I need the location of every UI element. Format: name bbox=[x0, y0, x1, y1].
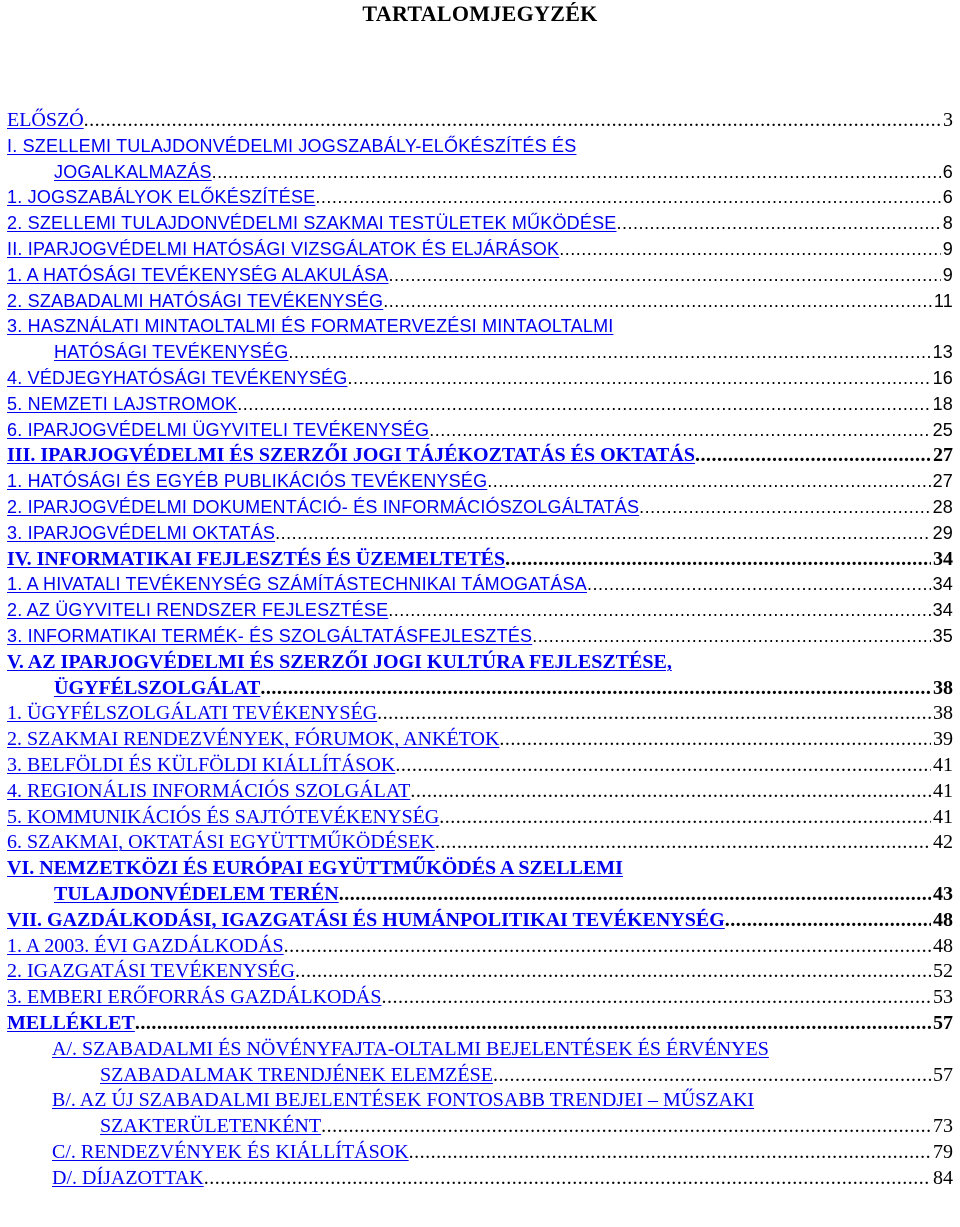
page-number: 18 bbox=[932, 393, 953, 414]
dot-leader bbox=[288, 339, 930, 365]
toc-entry-title[interactable]: B/. AZ ÚJ SZABADALMI BEJELENTÉSEK FONTOSABB TRENDJEI – MŰSZAKI bbox=[52, 1089, 755, 1112]
page-number: 84 bbox=[933, 1166, 953, 1189]
dot-leader bbox=[321, 1113, 931, 1139]
page-number: 41 bbox=[933, 805, 953, 828]
toc-entry-title[interactable]: 2. SZABADALMI HATÓSÁGI TEVÉKENYSÉG bbox=[7, 290, 384, 311]
toc-entry-title[interactable]: V. AZ IPARJOGVÉDELMI ÉS SZERZŐI JOGI KULTÚRA FEJLESZTÉSE, bbox=[7, 650, 672, 673]
toc-entry[interactable] bbox=[0, 494, 960, 520]
page-number: 43 bbox=[933, 882, 953, 905]
dot-leader bbox=[84, 107, 941, 133]
toc-entry-title[interactable]: 2. AZ ÜGYVITELI RENDSZER FEJLESZTÉSE bbox=[7, 600, 389, 621]
dot-leader bbox=[725, 907, 931, 933]
toc-entry-title[interactable]: 1. A HATÓSÁGI TEVÉKENYSÉG ALAKULÁSA bbox=[7, 264, 389, 285]
toc-entry[interactable] bbox=[0, 649, 960, 701]
page-number: 57 bbox=[933, 1063, 953, 1086]
toc-entry-title[interactable]: 5. KOMMUNIKÁCIÓS ÉS SAJTÓTEVÉKENYSÉG bbox=[7, 805, 440, 828]
page-number: 13 bbox=[932, 342, 953, 363]
page-number: 34 bbox=[933, 547, 953, 570]
toc-entry-title[interactable]: 3. EMBERI ERŐFORRÁS GAZDÁLKODÁS bbox=[7, 986, 382, 1009]
toc-entry[interactable] bbox=[0, 829, 960, 855]
page-number: 3 bbox=[943, 109, 953, 131]
toc-entry[interactable] bbox=[0, 210, 960, 236]
dot-leader bbox=[275, 520, 931, 546]
toc-entry[interactable] bbox=[0, 1010, 960, 1036]
toc-entry-title[interactable]: ELŐSZÓ bbox=[7, 109, 84, 131]
dot-leader bbox=[389, 262, 941, 288]
toc-entry-title[interactable]: 1. JOGSZABÁLYOK ELŐKÉSZÍTÉSE bbox=[7, 187, 316, 208]
dot-leader bbox=[284, 933, 931, 959]
toc-entry[interactable] bbox=[0, 571, 960, 597]
page-number: 6 bbox=[942, 161, 953, 182]
toc-entry-title[interactable]: SZABADALMAK TRENDJÉNEK ELEMZÉSE bbox=[100, 1063, 493, 1086]
toc-entry-title[interactable]: 3. IPARJOGVÉDELMI OKTATÁS bbox=[7, 522, 276, 543]
toc-entry[interactable] bbox=[0, 184, 960, 210]
toc-entry-title[interactable]: 2. IGAZGATÁSI TEVÉKENYSÉG bbox=[7, 960, 295, 983]
toc-entry[interactable] bbox=[0, 1036, 960, 1088]
dot-leader bbox=[639, 494, 930, 520]
toc-entry[interactable] bbox=[0, 907, 960, 933]
dot-leader bbox=[695, 442, 931, 468]
toc-entry-title[interactable]: IV. INFORMATIKAI FEJLESZTÉS ÉS ÜZEMELTETÉS bbox=[7, 547, 506, 570]
toc-entry-title[interactable]: SZAKTERÜLETENKÉNT bbox=[100, 1115, 322, 1138]
page-number: 16 bbox=[932, 368, 953, 388]
page-number: 11 bbox=[933, 290, 953, 311]
page-number: 34 bbox=[932, 600, 953, 621]
toc-entry-title[interactable]: 3. HASZNÁLATI MINTAOLTALMI ÉS FORMATERVEZÉSI MINTAOLTALMI bbox=[7, 316, 614, 337]
toc-entry[interactable] bbox=[0, 546, 960, 572]
page-number: 48 bbox=[933, 934, 953, 957]
toc-entry[interactable] bbox=[0, 804, 960, 830]
dot-leader bbox=[383, 288, 932, 314]
toc-entry[interactable] bbox=[0, 623, 960, 649]
toc-entry[interactable] bbox=[0, 597, 960, 623]
toc-entry-title[interactable]: 6. SZAKMAI, OKTATÁSI EGYÜTTMŰKÖDÉSEK bbox=[7, 831, 435, 854]
toc-entry-title[interactable]: II. IPARJOGVÉDELMI HATÓSÁGI VIZSGÁLATOK ÉS ELJÁRÁSOK bbox=[7, 239, 560, 259]
page-number: 25 bbox=[932, 419, 953, 440]
dot-leader bbox=[260, 675, 931, 701]
toc-entry-title[interactable]: 1. A 2003. ÉVI GAZDÁLKODÁS bbox=[7, 934, 284, 957]
toc-entry-title[interactable]: 3. BELFÖLDI ÉS KÜLFÖLDI KIÁLLÍTÁSOK bbox=[7, 754, 396, 776]
toc-entry[interactable] bbox=[0, 984, 960, 1010]
page-number: 27 bbox=[932, 471, 953, 492]
dot-leader bbox=[315, 184, 940, 210]
toc-entry[interactable] bbox=[0, 933, 960, 959]
toc-entry[interactable] bbox=[0, 313, 960, 365]
dot-leader bbox=[409, 1139, 931, 1165]
page-number: 41 bbox=[933, 754, 953, 776]
toc-entry-title[interactable]: 4. VÉDJEGYHATÓSÁGI TEVÉKENYSÉG bbox=[7, 368, 348, 388]
toc-entry[interactable] bbox=[0, 468, 960, 494]
dot-leader bbox=[395, 752, 931, 778]
toc-entry[interactable] bbox=[0, 778, 960, 804]
toc-entry[interactable] bbox=[0, 133, 960, 185]
toc-entry-title[interactable]: HATÓSÁGI TEVÉKENYSÉG bbox=[54, 342, 289, 363]
toc-entry[interactable] bbox=[0, 855, 960, 907]
page-number: 27 bbox=[933, 444, 953, 467]
dot-leader bbox=[347, 365, 930, 391]
toc-entry-title[interactable]: 1. A HIVATALI TEVÉKENYSÉG SZÁMÍTÁSTECHNIKAI TÁMOGATÁSA bbox=[7, 574, 587, 595]
toc-entry-title[interactable]: 3. INFORMATIKAI TERMÉK- ÉS SZOLGÁLTATÁSFEJLESZTÉS bbox=[7, 626, 533, 646]
toc-entry[interactable] bbox=[0, 958, 960, 984]
dot-leader bbox=[439, 804, 931, 830]
dot-leader bbox=[381, 984, 931, 1010]
toc-entry-title[interactable]: 5. NEMZETI LAJSTROMOK bbox=[7, 393, 238, 414]
toc-entry-title[interactable]: 1. ÜGYFÉLSZOLGÁLATI TEVÉKENYSÉG bbox=[7, 702, 378, 725]
toc-entry-title[interactable]: ÜGYFÉLSZOLGÁLAT bbox=[54, 676, 261, 699]
page-number: 79 bbox=[933, 1141, 953, 1163]
toc-entry[interactable] bbox=[0, 700, 960, 726]
toc-entry-title[interactable]: 4. REGIONÁLIS INFORMÁCIÓS SZOLGÁLAT bbox=[7, 779, 411, 802]
toc-entry[interactable] bbox=[0, 1165, 960, 1191]
dot-leader bbox=[487, 468, 930, 494]
page-number: 53 bbox=[933, 986, 953, 1009]
dot-leader bbox=[212, 159, 941, 185]
toc-entry[interactable] bbox=[0, 1139, 960, 1165]
page-number: 73 bbox=[933, 1115, 953, 1138]
toc-entry[interactable] bbox=[0, 752, 960, 778]
page-number: 42 bbox=[933, 831, 953, 854]
dot-leader bbox=[295, 958, 931, 984]
toc-entry-title[interactable]: III. IPARJOGVÉDELMI ÉS SZERZŐI JOGI TÁJÉKOZTATÁS ÉS OKTATÁS bbox=[7, 444, 695, 467]
toc-entry-title[interactable]: VII. GAZDÁLKODÁSI, IGAZGATÁSI ÉS HUMÁNPOLITIKAI TEVÉKENYSÉG bbox=[7, 908, 725, 931]
page-number: 8 bbox=[942, 213, 953, 234]
dot-leader bbox=[499, 726, 931, 752]
dot-leader bbox=[435, 829, 931, 855]
toc-entry-title[interactable]: 2. SZAKMAI RENDEZVÉNYEK, FÓRUMOK, ANKÉTOK bbox=[7, 728, 500, 751]
toc-entry-title[interactable]: 2. SZELLEMI TULAJDONVÉDELMI SZAKMAI TESTÜLETEK MŰKÖDÉSE bbox=[7, 213, 617, 234]
dot-leader bbox=[532, 623, 930, 649]
toc-entry-title[interactable]: D/. DÍJAZOTTAK bbox=[52, 1166, 204, 1189]
dot-leader bbox=[505, 546, 931, 572]
toc-entry-title[interactable]: C/. RENDEZVÉNYEK ÉS KIÁLLÍTÁSOK bbox=[52, 1141, 409, 1163]
page-number: 35 bbox=[932, 626, 953, 646]
dot-leader bbox=[135, 1010, 931, 1036]
toc-entry[interactable] bbox=[0, 442, 960, 468]
toc-entry[interactable] bbox=[0, 107, 960, 133]
page-number: 52 bbox=[933, 960, 953, 983]
page-title: TARTALOMJEGYZÉK bbox=[362, 1, 598, 26]
page-number: 6 bbox=[942, 187, 953, 208]
toc-entry[interactable] bbox=[0, 417, 960, 443]
toc-entry[interactable] bbox=[0, 726, 960, 752]
dot-leader bbox=[237, 391, 930, 417]
toc-entry-title[interactable]: 6. IPARJOGVÉDELMI ÜGYVITELI TEVÉKENYSÉG bbox=[7, 419, 430, 440]
page-number: 29 bbox=[932, 522, 953, 543]
dot-leader bbox=[204, 1165, 931, 1191]
dot-leader bbox=[339, 881, 931, 907]
toc-entry-title[interactable]: A/. SZABADALMI ÉS NÖVÉNYFAJTA-OLTALMI BEJELENTÉSEK ÉS ÉRVÉNYES bbox=[52, 1037, 769, 1060]
page-number: 48 bbox=[933, 908, 953, 931]
toc-entry[interactable] bbox=[0, 236, 960, 262]
dot-leader bbox=[388, 597, 930, 623]
dot-leader bbox=[616, 210, 940, 236]
toc-entry[interactable] bbox=[0, 1087, 960, 1139]
dot-leader bbox=[377, 700, 931, 726]
toc-entry-title[interactable]: I. SZELLEMI TULAJDONVÉDELMI JOGSZABÁLY-ELŐKÉSZÍTÉS ÉS bbox=[7, 135, 577, 156]
page-number: 57 bbox=[933, 1012, 953, 1034]
toc-entry-title[interactable]: 1. HATÓSÁGI ÉS EGYÉB PUBLIKÁCIÓS TEVÉKENYSÉG bbox=[7, 471, 488, 492]
toc-entry[interactable] bbox=[0, 288, 960, 314]
page-number: 28 bbox=[932, 497, 953, 517]
toc-entry-title[interactable]: VI. NEMZETKÖZI ÉS EURÓPAI EGYÜTTMŰKÖDÉS A SZELLEMI bbox=[7, 857, 623, 880]
page-number: 41 bbox=[933, 779, 953, 802]
toc-entry-title[interactable]: 2. IPARJOGVÉDELMI DOKUMENTÁCIÓ- ÉS INFORMÁCIÓSZOLGÁLTATÁS bbox=[7, 497, 640, 517]
toc-entry-title[interactable]: JOGALKALMAZÁS bbox=[54, 161, 212, 182]
dot-leader bbox=[559, 236, 941, 262]
page-number: 38 bbox=[933, 676, 953, 699]
page-number: 9 bbox=[942, 239, 953, 259]
dot-leader bbox=[429, 417, 930, 443]
toc-entry[interactable] bbox=[0, 391, 960, 417]
page-number: 9 bbox=[942, 264, 953, 285]
dot-leader bbox=[410, 778, 931, 804]
page-number: 38 bbox=[933, 702, 953, 725]
page-number: 34 bbox=[932, 574, 953, 595]
page-number: 39 bbox=[933, 728, 953, 751]
toc-entry[interactable] bbox=[0, 520, 960, 546]
dot-leader bbox=[587, 571, 931, 597]
dot-leader bbox=[493, 1062, 931, 1088]
toc-entry-title[interactable]: MELLÉKLET bbox=[7, 1012, 135, 1034]
toc-entry[interactable] bbox=[0, 262, 960, 288]
toc-entry[interactable] bbox=[0, 365, 960, 391]
toc-entry-title[interactable]: TULAJDONVÉDELEM TERÉN bbox=[54, 882, 339, 905]
